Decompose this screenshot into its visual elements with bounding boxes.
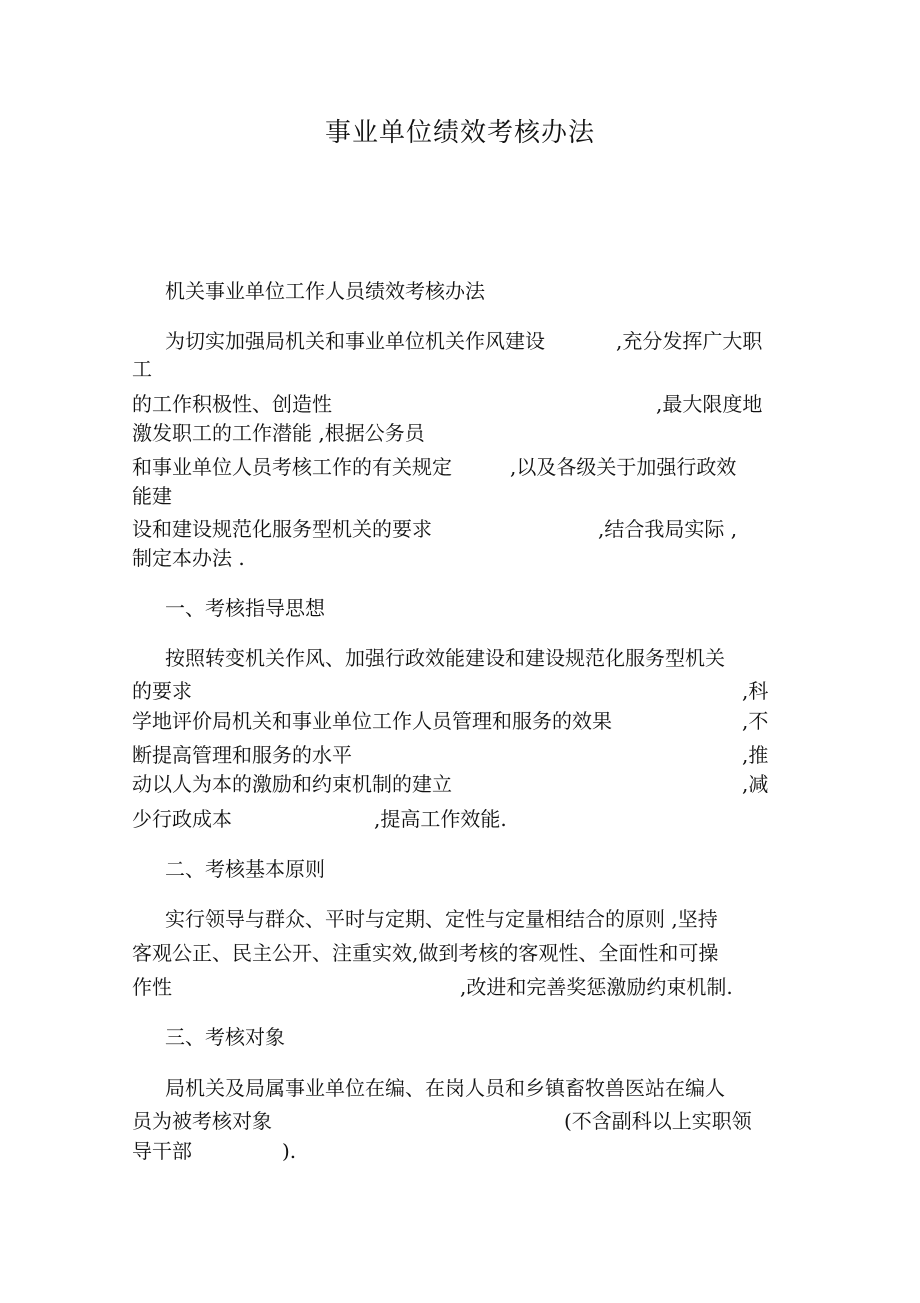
intro-line-5-right: ,以及各级关于加强行政效	[510, 455, 737, 479]
intro-line-8: 制定本办法 .	[132, 546, 245, 570]
intro-line-2: 工	[132, 357, 152, 381]
section-1-line-4-left: 断提高管理和服务的水平	[132, 743, 352, 767]
section-3-line-1-text: 局机关及局属事业单位在编、在岗人员和乡镇畜牧兽医站在编人	[165, 1076, 725, 1100]
section-2-line-1	[132, 904, 782, 934]
section-1-line-1-text: 按照转变机关作风、加强行政效能建设和建设规范化服务型机关	[165, 646, 725, 670]
section-3-line-3-left: 导干部	[132, 1139, 192, 1163]
section-1-line-4-right: ,推	[742, 743, 769, 767]
section-1-line-6-right: ,提高工作效能.	[374, 807, 507, 831]
intro-line-3	[132, 389, 782, 419]
section-2-line-1-text: 实行领导与群众、平时与定期、定性与定量相结合的原则 ,坚持	[165, 907, 718, 931]
section-1-line-5-left: 动以人为本的激励和约束机制的建立	[132, 772, 452, 796]
document-title: 事业单位绩效考核办法	[324, 118, 595, 148]
section-3-line-3	[132, 1136, 782, 1166]
section-3-line-2	[132, 1106, 782, 1136]
intro-line-3-right: ,最大限度地	[656, 392, 763, 416]
section-2-heading: 二、考核基本原则	[165, 857, 325, 881]
section-2-line-3	[132, 972, 782, 1002]
intro-line-6: 能建	[132, 484, 172, 508]
section-3-line-3-right: ).	[282, 1139, 297, 1163]
intro-line-4: 激发职工的工作潜能 ,根据公务员	[132, 421, 425, 445]
section-1-line-1	[132, 643, 782, 673]
section-2-line-3-right: ,改进和完善奖惩激励约束机制.	[460, 975, 733, 999]
section-3-heading: 三、考核对象	[165, 1025, 285, 1049]
section-3-line-2-right: (不含副科以上实职领	[564, 1109, 752, 1133]
section-1-line-3-right: ,不	[742, 709, 769, 733]
section-1-line-3-left: 学地评价局机关和事业单位工作人员管理和服务的效果	[132, 709, 612, 733]
section-1-line-2-right: ,科	[742, 679, 769, 703]
intro-line-5	[132, 452, 782, 482]
section-1-line-3	[132, 706, 782, 736]
section-1-line-5	[132, 769, 782, 799]
intro-line-3-left: 的工作积极性、创造性	[132, 392, 332, 416]
section-2-line-3-left: 作性	[132, 975, 172, 999]
section-3-line-2-left: 员为被考核对象	[132, 1109, 272, 1133]
section-3-line-1	[132, 1073, 782, 1103]
intro-line-7	[132, 514, 782, 544]
intro-line-7-right: ,结合我局实际 ,	[598, 517, 738, 541]
section-1-line-4	[132, 740, 782, 770]
section-2-line-2: 客观公正、民主公开、注重实效,做到考核的客观性、全面性和可操	[132, 941, 719, 965]
subtitle: 机关事业单位工作人员绩效考核办法	[165, 279, 485, 303]
section-1-line-2	[132, 676, 782, 706]
intro-line-1	[132, 326, 782, 356]
intro-line-7-left: 设和建设规范化服务型机关的要求	[132, 517, 432, 541]
intro-line-1-left: 为切实加强局机关和事业单位机关作风建设	[165, 329, 545, 353]
intro-line-1-right: ,充分发挥广大职	[616, 329, 763, 353]
intro-line-5-left: 和事业单位人员考核工作的有关规定	[132, 455, 452, 479]
section-1-heading: 一、考核指导思想	[165, 596, 325, 620]
section-1-line-6-left: 少行政成本	[132, 807, 232, 831]
section-1-line-5-right: ,减	[742, 772, 769, 796]
section-1-line-6	[132, 804, 782, 834]
section-1-line-2-left: 的要求	[132, 679, 192, 703]
